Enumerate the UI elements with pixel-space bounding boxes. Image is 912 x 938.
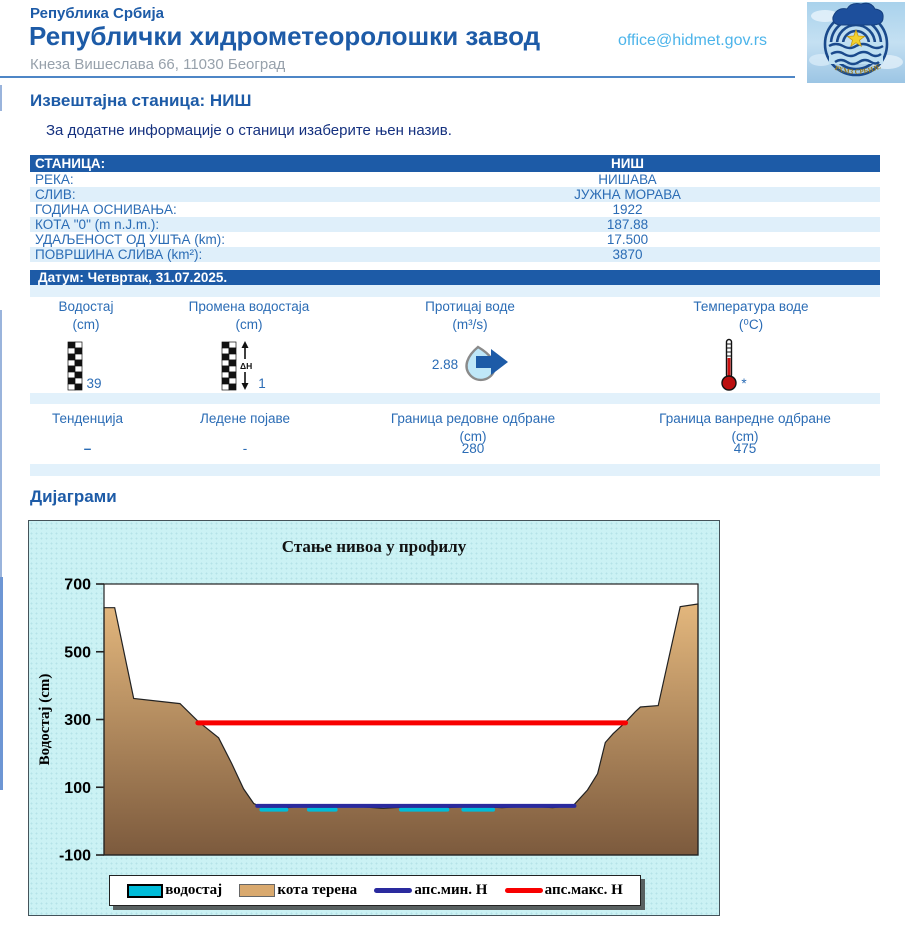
chart-plot-area [29, 521, 718, 914]
granica-vanredne-value: 475 [733, 441, 757, 456]
table-value: 17.500 [606, 232, 649, 247]
temperatura-value: * [741, 376, 747, 391]
table-value: 1922 [612, 202, 643, 217]
table-label: ПОВРШИНА СЛИВА (km²): [35, 247, 203, 262]
table-row [30, 217, 880, 232]
legend-item-terrain [239, 882, 357, 899]
svg-text:ΔH: ΔH [240, 361, 253, 371]
tendencija-value: – [83, 441, 92, 456]
table-value: 187.88 [606, 217, 649, 232]
table-value: 3870 [612, 247, 643, 262]
table-row [30, 172, 880, 187]
header-org-title: Републички хидрометеоролошки завод [29, 21, 541, 51]
chart-title: Стање нивоа у профилу [281, 537, 467, 556]
promena-cell [200, 337, 290, 391]
col-header-granica-redovne: Граница редовне одбране (cm) [390, 411, 556, 444]
legend-item-min-line [374, 882, 487, 899]
table-label: УДАЉЕНОСТ ОД УШЋА (km): [35, 232, 226, 247]
table-value: ЈУЖНА МОРАВА [574, 187, 681, 202]
proticaj-value: 2.88 [431, 356, 459, 372]
legend-label: водостај [165, 882, 223, 898]
water-swatch-icon [127, 884, 163, 898]
page-title: Извештајна станица: НИШ [30, 91, 252, 110]
svg-text:100: 100 [64, 779, 91, 797]
table-value: НИШАВА [598, 172, 657, 187]
granica-redovne-value: 280 [461, 441, 485, 456]
proticaj-cell [420, 337, 520, 391]
divider-strip [30, 393, 880, 404]
left-edge-border [0, 85, 2, 111]
left-edge-border [0, 310, 2, 577]
legend-label: кота терена [277, 882, 358, 898]
divider-strip [30, 285, 880, 297]
terrain-swatch-icon [239, 884, 275, 897]
station-table [30, 155, 880, 262]
promena-value: 1 [258, 376, 266, 391]
diagrams-heading: Дијаграми [30, 487, 117, 506]
ledene-value: - [242, 441, 248, 456]
legend-label: апс.макс. Н [544, 882, 623, 898]
table-label: СЛИВ: [35, 187, 76, 202]
table-row [30, 155, 880, 172]
col-header-temperatura: Температура воде (⁰C) [693, 299, 809, 332]
table-label: КОТА "0" (m n.J.m.): [35, 217, 160, 232]
staff-gauge-icon [67, 341, 83, 391]
table-row [30, 187, 880, 202]
date-bar: Датум: Четвртак, 31.07.2025. [30, 270, 880, 285]
vodostaj-cell [42, 337, 130, 391]
staff-gauge-delta-icon [221, 341, 255, 391]
temperatura-cell [700, 337, 770, 391]
header-address: Кнеза Вишеслава 66, 11030 Београд [30, 56, 286, 73]
table-label: ГОДИНА ОСНИВАЊА: [35, 202, 177, 217]
table-row [30, 232, 880, 247]
divider-strip [30, 464, 880, 476]
table-row [30, 202, 880, 217]
legend-label: апс.мин. Н [414, 882, 488, 898]
min-line-swatch-icon [374, 888, 412, 893]
col-header-granica-vanredne: Граница ванредне одбране (cm) [659, 411, 831, 444]
svg-text:-100: -100 [58, 847, 91, 865]
thermometer-icon [720, 338, 738, 391]
col-header-proticaj: Протицај воде (m³/s) [425, 299, 515, 332]
water-flow-icon [461, 342, 511, 386]
svg-text:РХМЗ СРБИЈЕ: РХМЗ СРБИЈЕ [833, 62, 883, 77]
header-email-link[interactable]: office@hidmet.gov.rs [618, 32, 768, 49]
table-label: СТАНИЦА: [35, 156, 106, 171]
svg-text:Водостај (cm): Водостај (cm) [37, 673, 53, 766]
water-profile-chart [28, 520, 720, 916]
col-header-ledene: Ледене појаве [199, 411, 291, 426]
header-divider [0, 76, 795, 78]
left-edge-border [0, 577, 3, 790]
chart-legend [109, 875, 641, 906]
svg-text:700: 700 [64, 576, 91, 594]
svg-text:500: 500 [64, 644, 91, 662]
header-country: Република Србија [30, 5, 165, 22]
col-header-promena: Промена водостаја (cm) [188, 299, 310, 332]
vodostaj-value: 39 [86, 376, 102, 391]
table-row [30, 247, 880, 262]
legend-item-max-line [505, 882, 623, 899]
col-header-vodostaj: Водостај (cm) [58, 299, 114, 332]
table-label: РЕКА: [35, 172, 74, 187]
svg-text:300: 300 [64, 712, 91, 729]
max-line-swatch-icon [505, 888, 543, 893]
legend-item-water [127, 882, 222, 899]
station-name-link[interactable]: НИШ [610, 156, 645, 171]
rhmz-logo-icon [807, 2, 905, 83]
page-note: За додатне информације о станици изаберите њен назив. [46, 122, 452, 139]
col-header-tendencija: Тенденција [51, 411, 124, 426]
